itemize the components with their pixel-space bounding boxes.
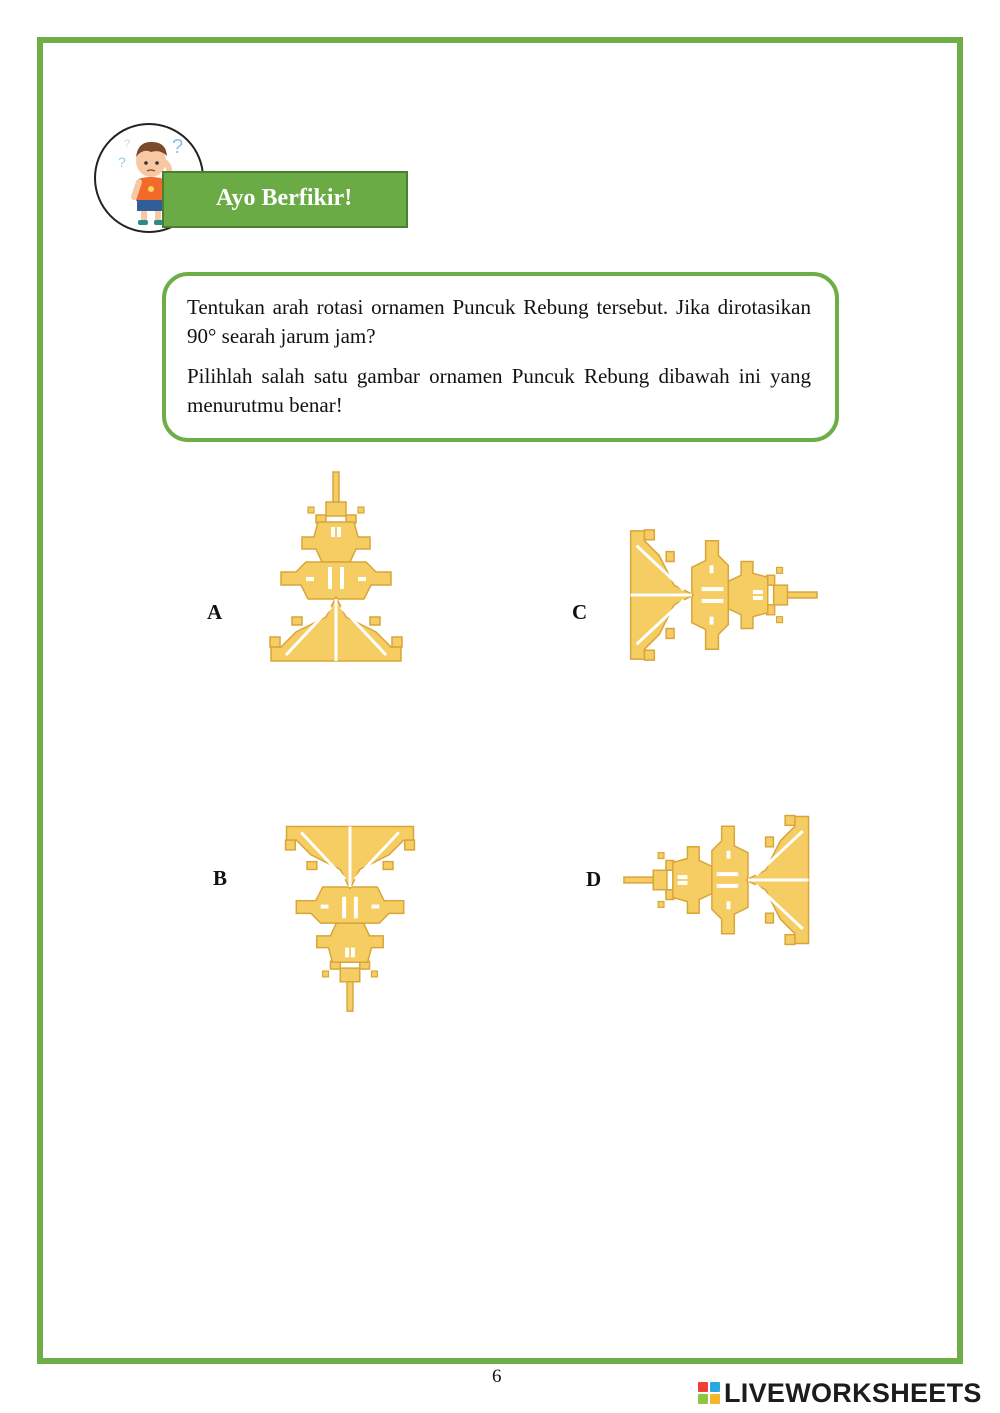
brand-text: LIVEWORKSHEETS — [724, 1377, 982, 1408]
question-mark-icon: ? — [118, 154, 126, 170]
svg-text:?: ? — [124, 138, 131, 150]
ornament-option-d[interactable] — [622, 810, 832, 950]
page-number: 6 — [492, 1366, 502, 1387]
section-title-banner: Ayo Berfikir! — [162, 171, 408, 228]
option-a-label: A — [207, 600, 223, 624]
option-c-label: C — [572, 600, 588, 624]
option-d-label: D — [586, 867, 602, 891]
question-text: Tentukan arah rotasi ornamen Puncuk Rebung tersebut. Jika dirotasikan 90° searah jarum jam? — [187, 295, 811, 348]
ornament-option-c[interactable] — [608, 525, 820, 665]
option-b-label: B — [213, 866, 228, 890]
ornament-option-b[interactable] — [280, 804, 420, 1014]
question-box — [162, 272, 839, 442]
instruction-text: Pilihlah salah satu gambar ornamen Puncuk Rebung dibawah ini yang menurutmu benar! — [187, 364, 811, 417]
page-frame — [37, 37, 963, 1364]
svg-text:?: ? — [172, 136, 184, 158]
ornament-option-a[interactable] — [266, 470, 406, 685]
liveworksheets-logo-icon — [698, 1382, 720, 1404]
liveworksheets-logo — [698, 1377, 982, 1409]
